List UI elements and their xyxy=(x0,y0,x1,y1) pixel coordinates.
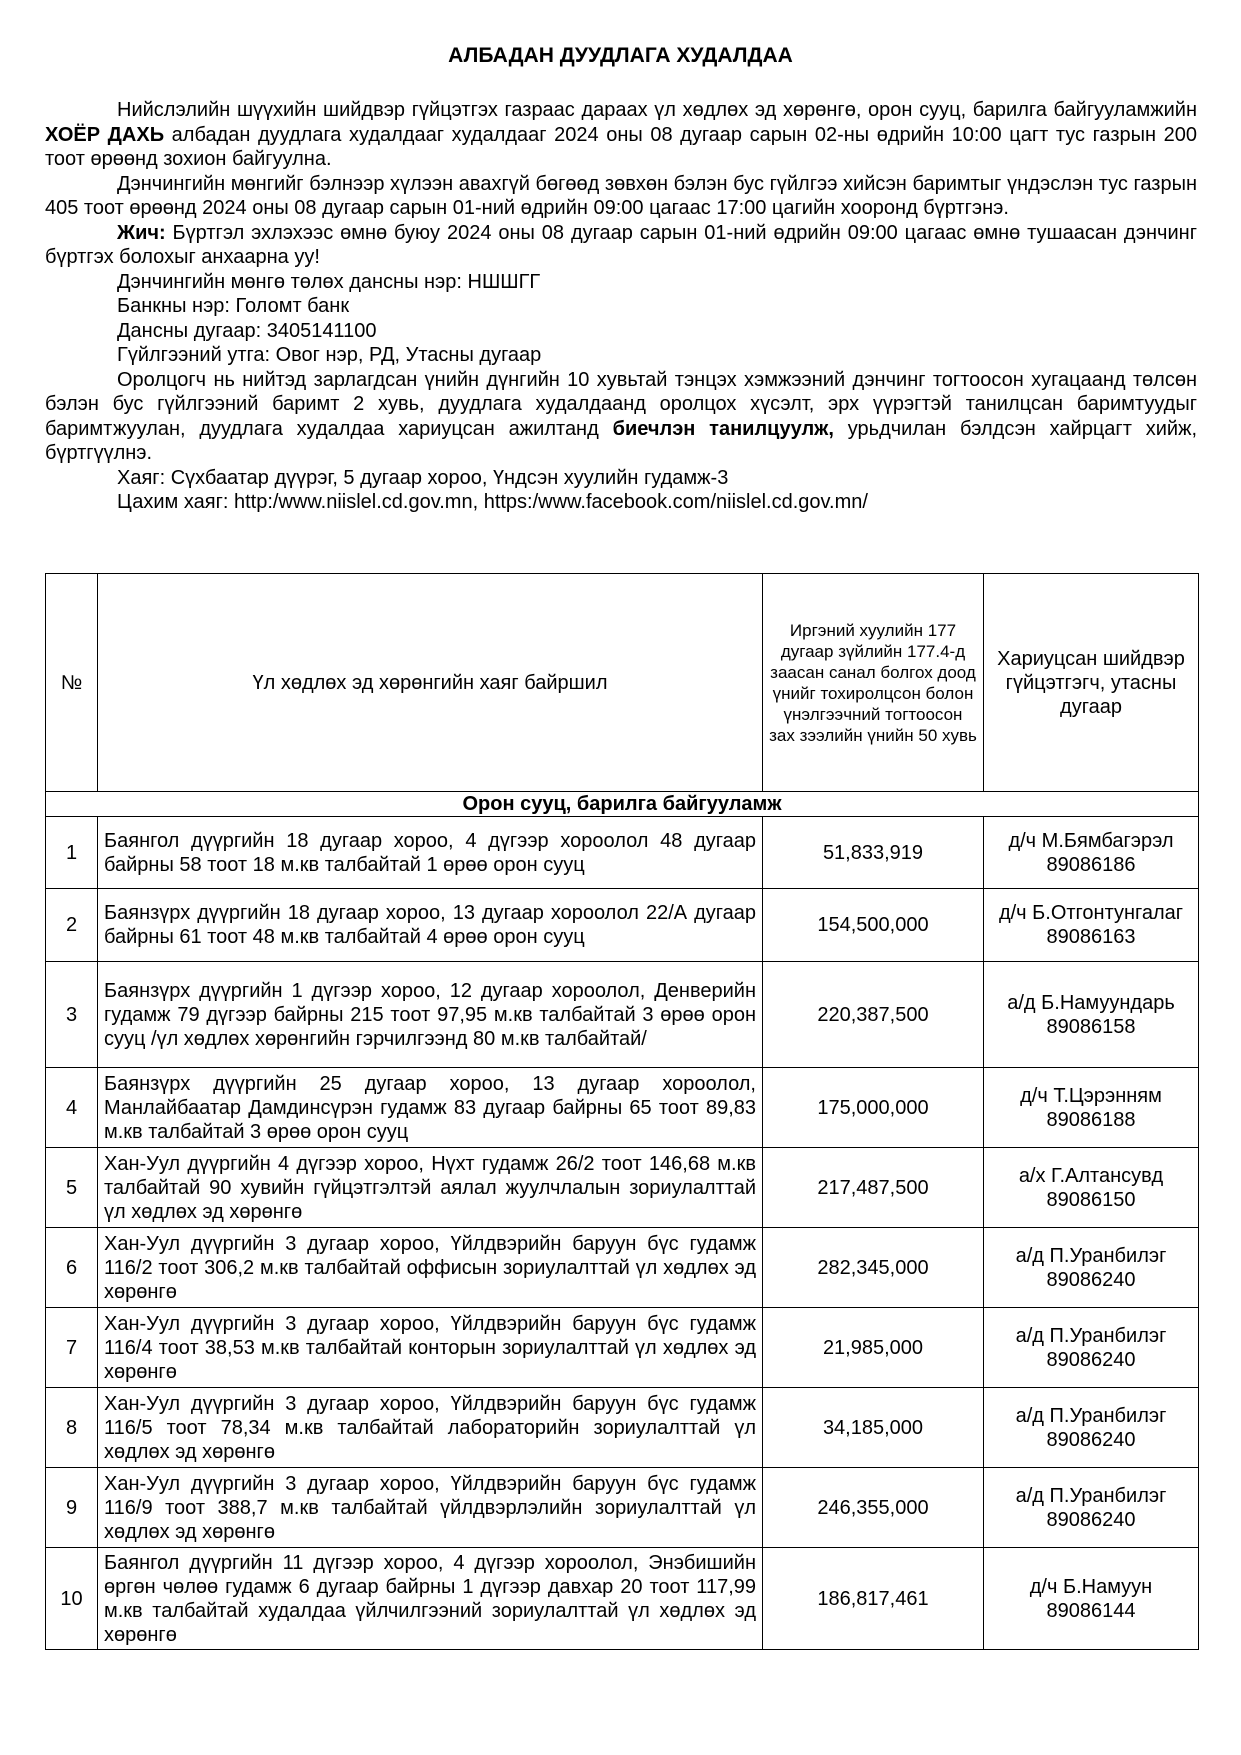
table-row xyxy=(46,817,1199,889)
note-paragraph xyxy=(45,221,1197,270)
row-address: Баянзүрх дүүргийн 25 дугаар хороо, 13 дугаар хороолол, Манлайбаатар Дамдинсүрэн гудамж 83 дугаар байрны 65 тоот 89,83 м.кв талбайтай 3 өрөө орон сууц xyxy=(98,1068,763,1148)
table-header-row xyxy=(46,574,1199,792)
participant-paragraph xyxy=(45,368,1197,466)
table-row xyxy=(46,1388,1199,1468)
row-number: 2 xyxy=(46,889,98,962)
row-address: Баянзүрх дүүргийн 1 дүгээр хороо, 12 дугаар хороолол, Денверийн гудамж 79 дүгээр байрны 215 тоот 97,95 м.кв талбайтай 3 өрөө орон сууц /үл хөдлөх хөрөнгийн гэрчилгээнд 80 м.кв талбайтай/ xyxy=(98,962,763,1068)
row-number: 5 xyxy=(46,1148,98,1228)
table-row xyxy=(46,962,1199,1068)
header-price: Иргэний хуулийн 177 дугаар зүйлийн 177.4-д заасан санал болгох доод үнийг тохиролцсон болон үнэлгээчний тогтоосон зах зээлийн үнийн 50 хувь xyxy=(763,574,984,792)
document-title: АЛБАДАН ДУУДЛАГА ХУДАЛДАА xyxy=(448,44,793,67)
row-price: 21,985,000 xyxy=(763,1308,984,1388)
assets-table xyxy=(45,573,1199,1650)
row-price: 246,355,000 xyxy=(763,1468,984,1548)
table-row xyxy=(46,1148,1199,1228)
bank-name: Банкны нэр: Голомт банк xyxy=(117,295,350,317)
row-contact: а/х Г.Алтансувд 89086150 xyxy=(984,1148,1199,1228)
auction-round: ХОЁР ДАХЬ xyxy=(45,123,165,146)
participant-text-a: Оролцогч нь нийтэд зарлагдсан үнийн дүнгийн 10 хувьтай тэнцэх хэмжээний дэнчинг тогтоосон хугацаанд төлсөн бэлэн бус гүйлгээний баримт 2 хувь, дуудлага худалдаанд оролцох хүсэлт, эрх үүрэгтэй танилцсан баримтуудыг баримтжуулан, дуудлага худалдаа хариуцсан ажилтанд xyxy=(45,368,1197,440)
row-contact: а/д П.Уранбилэг 89086240 xyxy=(984,1308,1199,1388)
row-address: Хан-Уул дүүргийн 3 дугаар хороо, Үйлдвэрийн баруун бүс гудамж 116/4 тоот 38,53 м.кв талбайтай конторын зориулалттай үл хөдлөх эд хөрөнгө xyxy=(98,1308,763,1388)
intro-paragraph xyxy=(45,98,1197,172)
table-row xyxy=(46,1228,1199,1308)
intro-text-a: Нийслэлийн шүүхийн шийдвэр гүйцэтгэх газраас дараах үл хөдлөх эд хөрөнгө, орон сууц, барилга байгууламжийн xyxy=(117,99,1197,121)
row-number: 3 xyxy=(46,962,98,1068)
row-contact: д/ч М.Бямбагэрэл 89086186 xyxy=(984,817,1199,889)
row-price: 34,185,000 xyxy=(763,1388,984,1468)
row-number: 7 xyxy=(46,1308,98,1388)
row-number: 6 xyxy=(46,1228,98,1308)
row-contact: а/д П.Уранбилэг 89086240 xyxy=(984,1468,1199,1548)
web-address: Цахим хаяг: http:/www.niislel.cd.gov.mn, https:/www.facebook.com/niislel.cd.gov.mn/ xyxy=(117,491,868,513)
row-number: 9 xyxy=(46,1468,98,1548)
row-address: Баянзүрх дүүргийн 18 дугаар хороо, 13 дугаар хороолол 22/А дугаар байрны 61 тоот 48 м.кв талбайтай 4 өрөө орон сууц xyxy=(98,889,763,962)
row-contact: д/ч Т.Цэрэнням 89086188 xyxy=(984,1068,1199,1148)
row-price: 51,833,919 xyxy=(763,817,984,889)
section-row xyxy=(46,792,1199,817)
row-contact: а/д П.Уранбилэг 89086240 xyxy=(984,1228,1199,1308)
table-row xyxy=(46,1468,1199,1548)
note-label: Жич: xyxy=(117,221,166,244)
row-address: Хан-Уул дүүргийн 3 дугаар хороо, Үйлдвэрийн баруун бүс гудамж 116/5 тоот 78,34 м.кв талбайтай лабораторийн зориулалттай үл хөдлөх эд хөрөнгө xyxy=(98,1388,763,1468)
table-row xyxy=(46,1548,1199,1650)
row-address: Хан-Уул дүүргийн 3 дугаар хороо, Үйлдвэрийн баруун бүс гудамж 116/2 тоот 306,2 м.кв талбайтай оффисын зориулалттай үл хөдлөх эд хөрөнгө xyxy=(98,1228,763,1308)
row-address: Баянгол дүүргийн 18 дугаар хороо, 4 дүгээр хороолол 48 дугаар байрны 58 тоот 18 м.кв талбайтай 1 өрөө орон сууц xyxy=(98,817,763,889)
row-address: Хан-Уул дүүргийн 4 дүгээр хороо, Нүхт гудамж 26/2 тоот 146,68 м.кв талбайтай 90 хувийн гүйцэтгэлтэй аялал жуулчлалын зориулалттай үл хөдлөх эд хөрөнгө xyxy=(98,1148,763,1228)
row-address: Хан-Уул дүүргийн 3 дугаар хороо, Үйлдвэрийн баруун бүс гудамж 116/9 тоот 388,7 м.кв талбайтай үйлдвэрлэлийн зориулалттай үл хөдлөх эд хөрөнгө xyxy=(98,1468,763,1548)
header-contact: Хариуцсан шийдвэр гүйцэтгэгч, утасны дугаар xyxy=(984,574,1199,792)
announcement-body xyxy=(45,98,1197,515)
row-price: 186,817,461 xyxy=(763,1548,984,1650)
section-title: Орон сууц, барилга байгууламж xyxy=(46,792,1199,817)
header-number: № xyxy=(46,574,98,792)
row-price: 175,000,000 xyxy=(763,1068,984,1148)
table-row xyxy=(46,1308,1199,1388)
row-contact: а/д Б.Намуундарь 89086158 xyxy=(984,962,1199,1068)
header-address: Үл хөдлөх эд хөрөнгийн хаяг байршил xyxy=(98,574,763,792)
account-name: Дэнчингийн мөнгө төлөх дансны нэр: НШШГГ xyxy=(117,270,541,293)
transaction-note: Гүйлгээний утга: Овог нэр, РД, Утасны дугаар xyxy=(117,344,542,366)
row-number: 8 xyxy=(46,1388,98,1468)
account-number: Дансны дугаар: 3405141100 xyxy=(117,319,377,342)
row-number: 4 xyxy=(46,1068,98,1148)
participant-text-b: урьдчилан бэлдсэн хайрцагт хийж, бүртгүүлнэ. xyxy=(45,417,1197,464)
deposit-paragraph: Дэнчингийн мөнгийг бэлнээр хүлээн авахгүй бөгөөд зөвхөн бэлэн бус гүйлгээ хийсэн баримтыг үндэслэн тус газрын 405 тоот өрөөнд 2024 оны 08 дугаар сарын 01-ний өдрийн 09:00 цагаас 17:00 цагийн хооронд бүртгэнэ. xyxy=(45,172,1197,219)
office-address: Хаяг: Сүхбаатар дүүрэг, 5 дугаар хороо, Үндсэн хуулийн гудамж-3 xyxy=(117,466,729,489)
row-number: 1 xyxy=(46,817,98,889)
row-contact: д/ч Б.Отгонтунгалаг 89086163 xyxy=(984,889,1199,962)
table-row xyxy=(46,1068,1199,1148)
row-contact: а/д П.Уранбилэг 89086240 xyxy=(984,1388,1199,1468)
row-price: 217,487,500 xyxy=(763,1148,984,1228)
row-price: 282,345,000 xyxy=(763,1228,984,1308)
row-number: 10 xyxy=(46,1548,98,1650)
participant-bold: биечлэн танилцуулж, xyxy=(612,417,834,440)
row-contact: д/ч Б.Намуун 89086144 xyxy=(984,1548,1199,1650)
intro-text-b: албадан дуудлага худалдааг худалдааг 2024 оны 08 дугаар сарын 02-ны өдрийн 10:00 цагт тус газрын 200 тоот өрөөнд зохион байгуулна. xyxy=(45,123,1197,170)
note-text: Бүртгэл эхлэхээс өмнө буюу 2024 оны 08 дугаар сарын 01-ний өдрийн 09:00 цагаас өмнө тушаасан дэнчинг бүртгэх болохыг анхаарна уу! xyxy=(45,221,1197,268)
row-price: 220,387,500 xyxy=(763,962,984,1068)
row-address: Баянгол дүүргийн 11 дүгээр хороо, 4 дүгээр хороолол, Энэбишийн өргөн чөлөө гудамж 6 дугаар байрны 1 дүгээр давхар 20 тоот 117,99 м.кв талбайтай худалдаа үйлчилгээний зориулалттай үл хөдлөх эд хөрөнгө xyxy=(98,1548,763,1650)
table-row xyxy=(46,889,1199,962)
row-price: 154,500,000 xyxy=(763,889,984,962)
